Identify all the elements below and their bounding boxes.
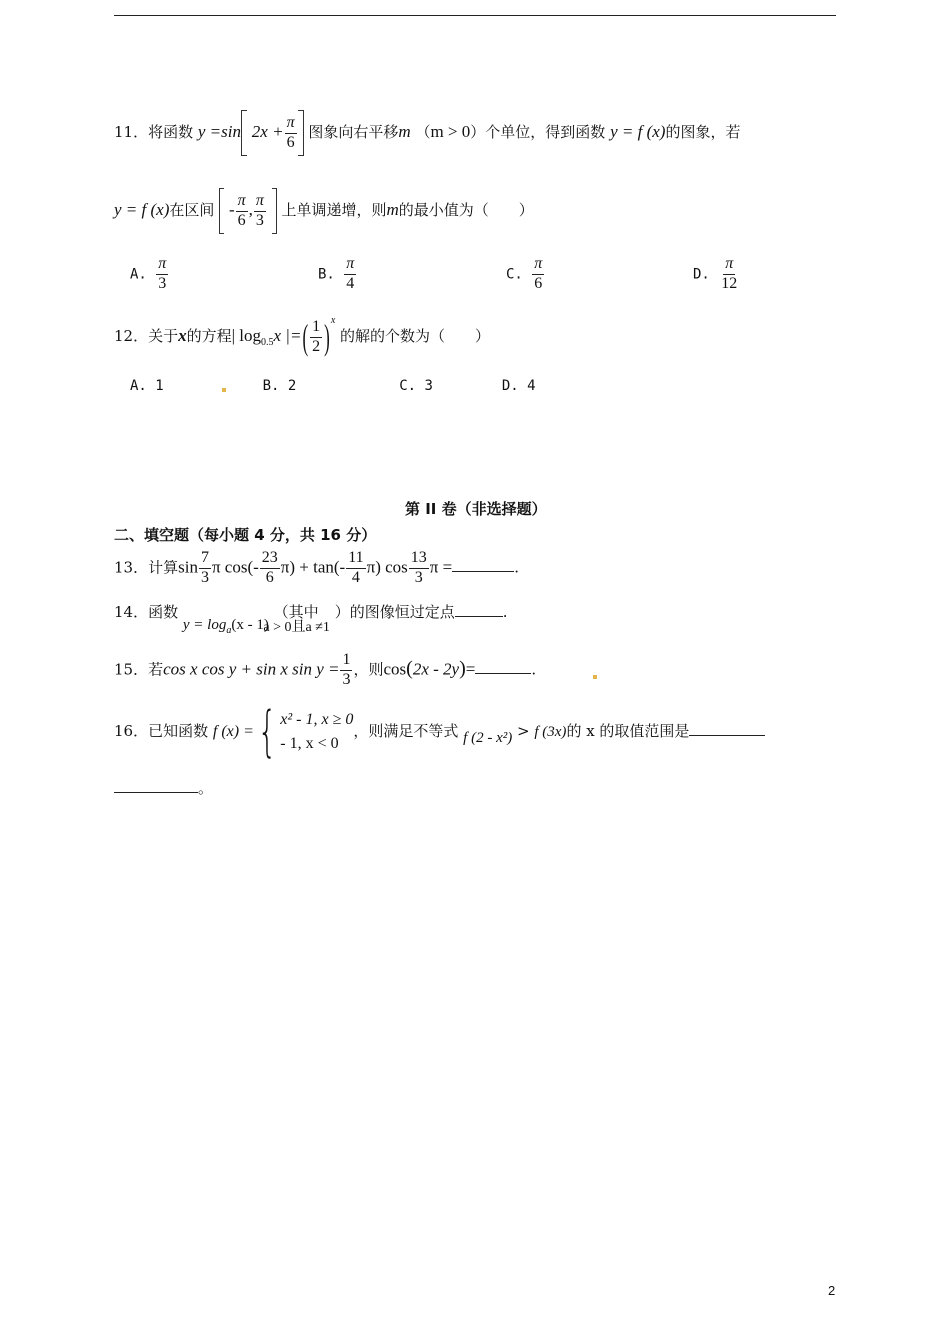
question-14	[114, 602, 508, 636]
q13-text: 计算	[148, 558, 179, 577]
q11-interval-minus: -	[228, 200, 235, 219]
q12-lhs: | log	[231, 326, 262, 345]
q12-paren-close: )	[324, 317, 330, 357]
part-2-title: 第 II 卷（非选择题）	[405, 500, 547, 518]
q12-text-2: 的方程	[186, 327, 232, 345]
q16-answer-blank-2	[114, 778, 198, 793]
q11-fx: y = f (x)	[610, 122, 666, 141]
q16-end: 。	[198, 779, 214, 797]
q11-text-5: 在区间	[169, 201, 215, 219]
q15-answer-blank	[475, 659, 531, 674]
q11-text-3: 个单位，得到函数	[485, 123, 606, 141]
q12-base: 0.5	[261, 337, 274, 348]
q16-case-1: x² - 1, x ≥ 0	[280, 711, 354, 728]
q14-base: a	[226, 625, 232, 636]
section-2-title: 二、填空题（每小题 4 分，共 16 分）	[114, 526, 377, 544]
q13-part-2: π cos(-	[211, 557, 259, 577]
q14-func: y = log	[182, 617, 227, 633]
q11-option-c: C. $\frac{\pi}{6}$	[506, 255, 543, 292]
q12-paren-open: (	[302, 317, 309, 357]
question-11-line-2	[114, 188, 534, 234]
q15-number: 15．	[114, 660, 149, 679]
question-16	[114, 700, 765, 763]
q11-interval-open	[219, 188, 224, 234]
q12-option-c: C. 3	[399, 378, 433, 394]
q11-text-2: 图象向右平移	[308, 123, 399, 141]
q16-answer-blank	[689, 721, 765, 736]
q15-eq: =	[465, 659, 476, 679]
q11-cond-close: ）	[470, 123, 486, 141]
q11-bar-right	[298, 110, 304, 156]
q13-frac-1: $\frac{7}{3}$	[200, 549, 209, 586]
q13-part-4: π) cos	[366, 557, 408, 577]
header-rule	[114, 15, 836, 16]
question-16-line-2	[114, 778, 213, 796]
q11-cond-open: （	[415, 123, 431, 141]
q11-text-4: 的图象，若	[665, 123, 741, 141]
q16-number: 16．	[114, 722, 149, 740]
q12-options	[130, 379, 536, 393]
q12-text: 关于	[148, 327, 179, 345]
q12-option-b: B. 2	[262, 378, 297, 394]
page-number: 2	[828, 1283, 836, 1298]
q13-answer-blank	[452, 557, 514, 572]
question-13	[114, 550, 519, 587]
q16-text-2: ，则满足不等式	[353, 722, 459, 740]
q15-text: 若	[148, 660, 164, 679]
marker-dot-2	[593, 675, 597, 679]
q11-text-6: 上单调递增，则	[281, 201, 387, 219]
question-11-line-1	[114, 110, 740, 156]
q16-ineq-right: f (3x)	[534, 724, 567, 740]
q12-option-d: D. 4	[501, 378, 536, 394]
q16-fx: f (x) =	[212, 723, 254, 740]
q12-half: $\frac{1}{2}$	[312, 317, 321, 355]
q16-cases	[280, 708, 353, 756]
q14-cond: a > 0且a ≠1	[263, 620, 330, 635]
q11-option-b: B. $\frac{\pi}{4}$	[318, 255, 355, 292]
q15-expr: cos x cos y + sin x sin y =	[163, 659, 340, 679]
q14-text-2: （其中	[273, 603, 319, 621]
q11-text: 将函数	[148, 123, 194, 141]
q12-number: 12．	[114, 327, 149, 345]
q12-text-3: 的解的个数为（ ）	[340, 327, 491, 345]
q11-fx-2: y = f (x)	[114, 200, 170, 219]
q11-cond: m > 0	[430, 122, 471, 141]
q11-interval-close	[272, 188, 277, 234]
q16-case-2: - 1, x < 0	[280, 735, 339, 752]
marker-dot	[222, 388, 226, 392]
q16-text-3: 的 x 的取值范围是	[566, 722, 690, 740]
q11-arg: 2x +	[251, 122, 284, 141]
q11-option-d: D. $\frac{\pi}{12}$	[693, 255, 738, 292]
q16-gt: >	[517, 722, 530, 740]
q11-option-a: A. $\frac{\pi}{3}$	[130, 255, 167, 292]
q11-number: 11．	[114, 123, 149, 141]
q11-arg-frac: $\frac{\pi}{6}$	[286, 113, 295, 151]
q13-number: 13．	[114, 558, 149, 577]
question-12	[114, 316, 490, 355]
q11-m: m	[398, 122, 411, 141]
q16-ineq-left: f (2 - x²)	[463, 730, 513, 746]
q12-lhs-2: x |=	[273, 326, 302, 345]
q11-interval-comma: ,	[248, 200, 253, 219]
q13-frac-2: $\frac{23}{6}$	[261, 549, 278, 586]
q14-arg: (x - 1)	[231, 617, 269, 633]
q15-text-2: ，则	[353, 660, 384, 679]
q13-part-3: π) + tan(-	[280, 557, 346, 577]
q11-bar-left	[241, 110, 247, 156]
q11-text-7: 的最小值为（ ）	[398, 201, 534, 219]
q16-text: 已知函数	[148, 722, 209, 740]
q12-option-a: A. 1	[130, 378, 164, 394]
q12-x: x	[178, 326, 187, 345]
q13-end: .	[514, 558, 519, 577]
q13-sin: sin	[178, 557, 198, 577]
question-15: 15．若cos x cos y + sin x sin y = $\frac{1}{3}$ ，则cos(2x - 2y)= .	[114, 651, 537, 688]
q14-text: 函数	[148, 603, 179, 621]
q11-m-2: m	[386, 200, 399, 219]
q15-frac: $\frac{1}{3}$	[342, 651, 351, 688]
q15-cos: cos	[383, 659, 407, 679]
q14-number: 14．	[114, 603, 149, 621]
q16-brace: {	[257, 700, 277, 763]
q13-part-5: π =	[429, 557, 453, 577]
q11-interval-a: $\frac{\pi}{6}$	[237, 191, 246, 229]
q15-end: .	[531, 660, 537, 679]
q15-arg: 2x - 2y	[412, 659, 460, 679]
q12-exponent: x	[330, 315, 336, 326]
q11-func: y =sin	[197, 122, 241, 141]
q14-func-group	[182, 615, 269, 636]
q13-frac-3: $\frac{11}{4}$	[348, 549, 364, 586]
q14-answer-blank	[455, 602, 503, 617]
q14-end: .	[502, 603, 508, 621]
q14-text-3: ）的图像恒过定点	[334, 603, 455, 621]
q13-frac-4: $\frac{13}{3}$	[410, 549, 427, 586]
q11-interval-b: $\frac{\pi}{3}$	[255, 191, 264, 229]
